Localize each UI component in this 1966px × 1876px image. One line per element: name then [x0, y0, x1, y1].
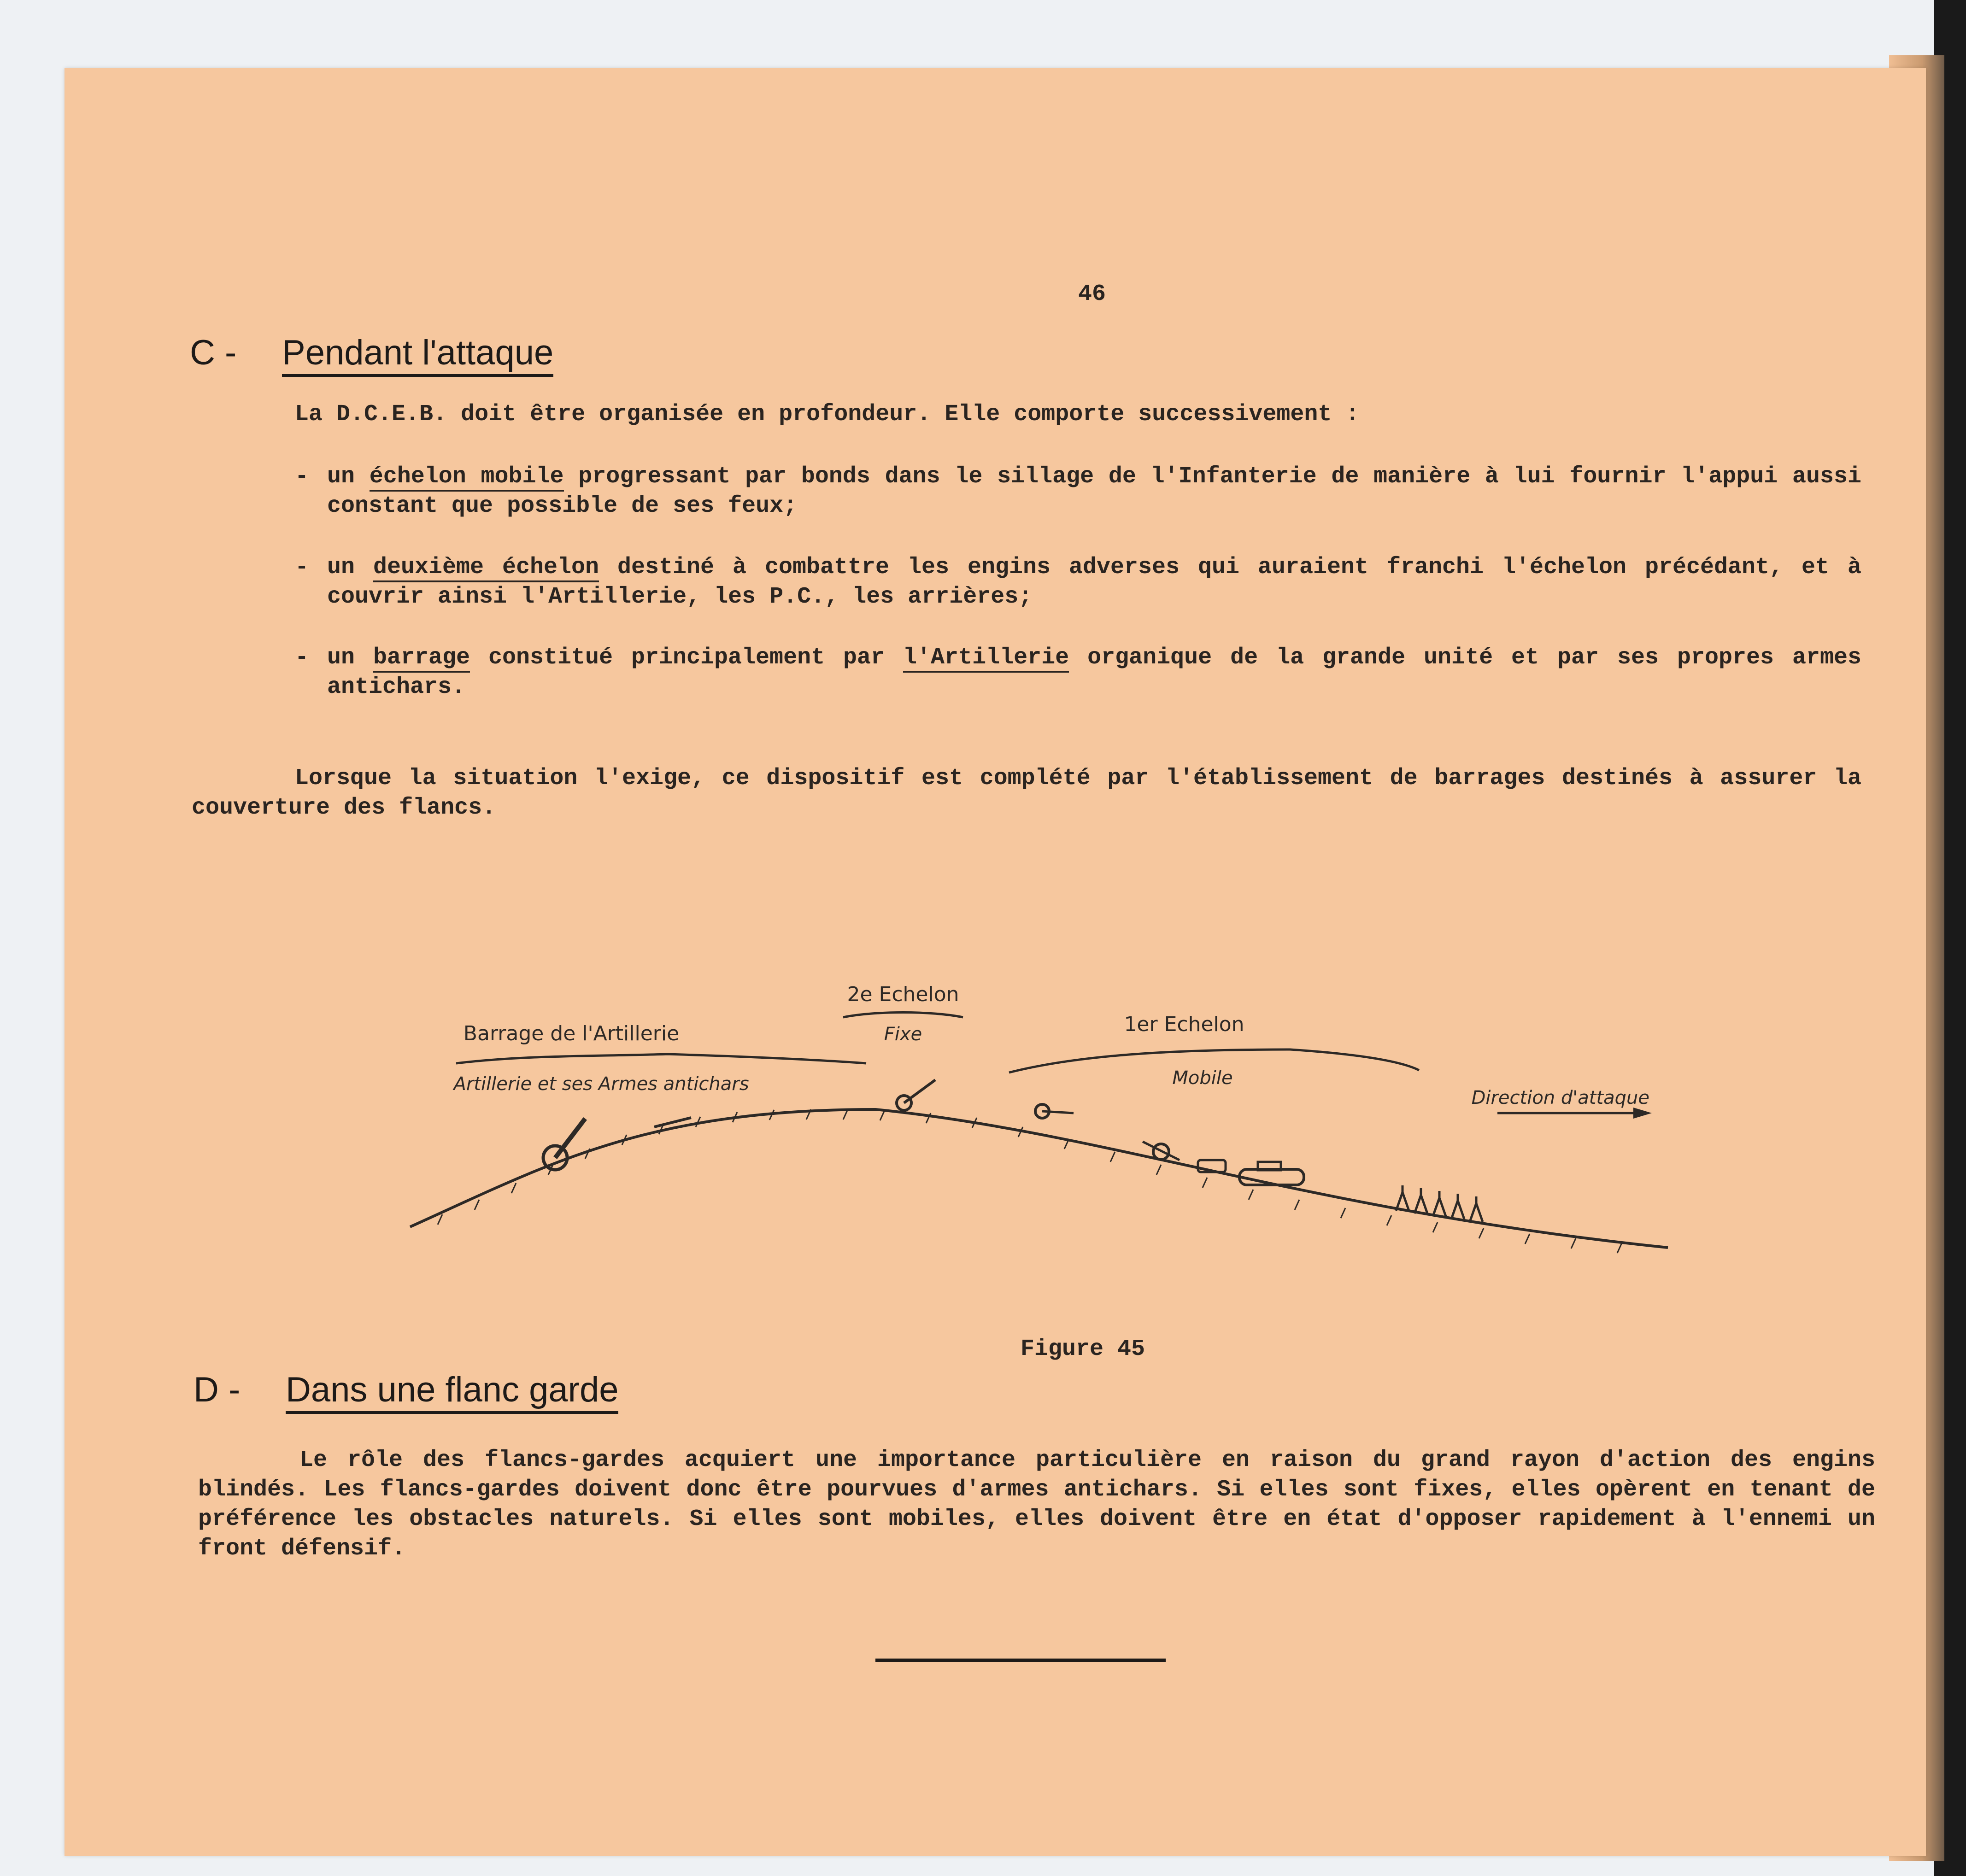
brace-2e — [843, 1013, 963, 1018]
label-2e-echelon: 2e Echelon — [847, 983, 959, 1006]
artillery-gun-icon — [543, 1119, 585, 1170]
antitank-gun-icon — [1035, 1104, 1074, 1118]
label-barrage: Barrage de l'Artillerie — [463, 1022, 680, 1045]
section-c-intro: La D.C.E.B. doit être organisée en profondeur. Elle comporte successivement : — [295, 401, 1360, 428]
label-direction: Direction d'attaque — [1471, 1087, 1649, 1108]
label-barrage-sub: Artillerie et ses Armes antichars — [453, 1073, 749, 1095]
terrain-hatching — [438, 1109, 1622, 1253]
tank-icon — [1239, 1162, 1304, 1185]
brace-barrage — [456, 1054, 866, 1063]
section-d-body: Le rôle des flancs-gardes acquiert une importance particulière en raison du grand rayon d'action des engins blindés. Les flancs-gardes doivent donc être pourvues d'armes antichars. Si elles sont fixes, elles opèrent en tenant de préférence les obstacles naturels. Si elles sont mobiles, elles doivent être en état d'opposer rapidement à l'ennemi un front défensif. — [198, 1447, 1875, 1562]
section-d-title: Dans une flanc garde — [286, 1370, 618, 1414]
page-number: 46 — [1078, 281, 1106, 307]
figure-diagram — [387, 971, 1705, 1271]
section-c-letter: C - — [190, 333, 237, 372]
underlined-term: échelon mobile — [370, 463, 564, 492]
section-c-closing: Lorsque la situation l'exige, ce dispositif est complété par l'établissement de barrages destinés à assurer la couverture des flancs. — [192, 765, 1861, 821]
list-item-barrage: - un barrage constitué principalement par l'Artillerie organique de la grande unité et par ses propres armes antichars. — [295, 643, 1861, 702]
underlined-term: l'Artillerie — [903, 645, 1069, 673]
list-item-deuxieme: - un deuxième échelon destiné à combattre les engins adverses qui auraient franchi l'échelon précédant, et à couvrir ainsi l'Artillerie, les P.C., les arrières; — [295, 553, 1861, 612]
list-dash: - — [295, 463, 309, 490]
section-c-heading — [190, 333, 553, 373]
list-item-mobile: - un échelon mobile progressant par bonds dans le sillage de l'Infanterie de manière à lui fournir l'appui aussi constant que possible de ses feux; — [295, 462, 1861, 521]
terrain-line — [410, 1109, 1668, 1248]
label-1er-echelon: 1er Echelon — [1124, 1013, 1244, 1036]
list-dash: - — [295, 645, 309, 671]
antitank-gun-icon — [897, 1080, 935, 1110]
section-d-letter: D - — [194, 1370, 241, 1409]
section-c-title: Pendant l'attaque — [282, 333, 553, 377]
label-1er-sub: Mobile — [1172, 1067, 1233, 1089]
figure-caption: Figure 45 — [1020, 1336, 1145, 1362]
list-dash: - — [295, 554, 309, 580]
document-page — [65, 68, 1926, 1856]
label-2e-sub: Fixe — [884, 1024, 922, 1045]
section-d-heading — [194, 1370, 618, 1410]
underlined-term: barrage — [373, 645, 470, 673]
underlined-term: deuxième échelon — [373, 554, 599, 582]
arrow-head-icon — [1633, 1108, 1652, 1119]
end-rule — [875, 1659, 1166, 1662]
